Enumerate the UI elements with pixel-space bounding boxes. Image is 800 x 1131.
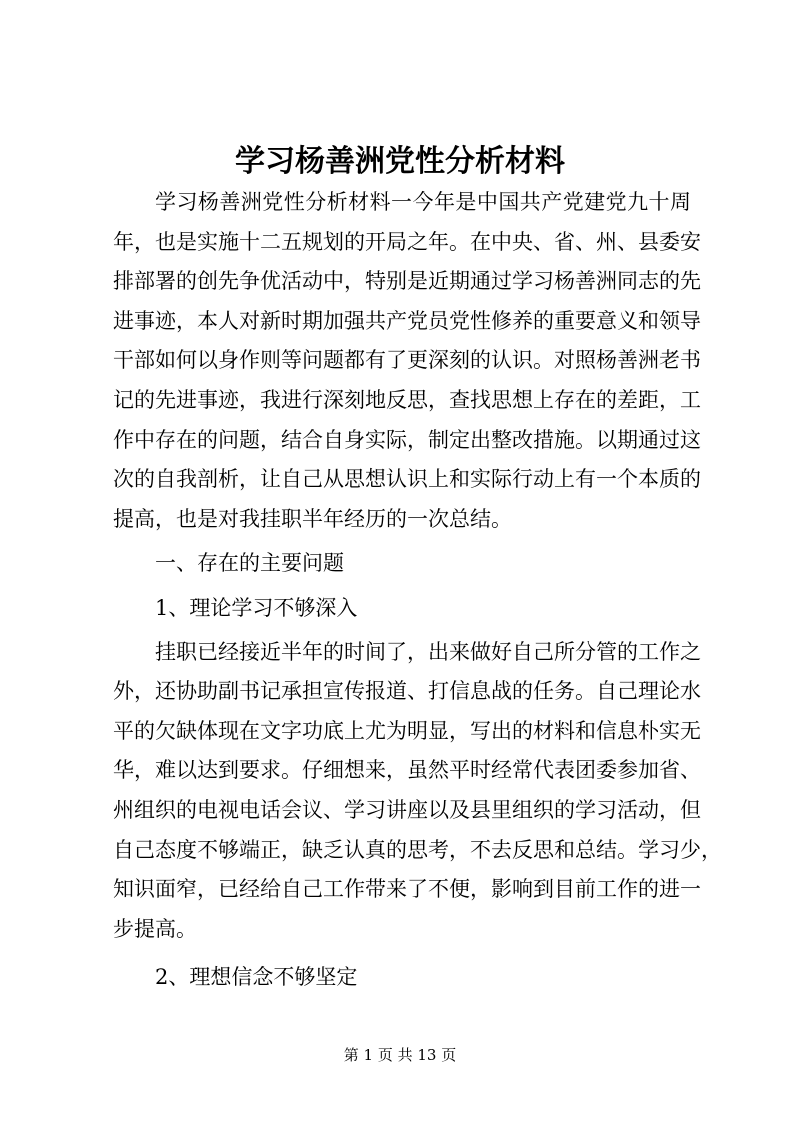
text-line: 排部署的创先争优活动中，特别是近期通过学习杨善洲同志的先 — [113, 269, 701, 294]
text-line: 自己态度不够端正，缺乏认真的思考，不去反思和总结。学习少， — [113, 837, 722, 862]
paragraph-theory-study — [113, 633, 722, 950]
text-line: 年，也是实施十二五规划的开局之年。在中央、省、州、县委安 — [113, 229, 701, 254]
text-line: 作中存在的问题，结合自身实际，制定出整改措施。以期通过这 — [113, 427, 701, 452]
text-line: 学习杨善洲党性分析材料一今年是中国共产党建党九十周 — [155, 190, 691, 214]
text-line: 干部如何以身作则等问题都有了更深刻的认识。对照杨善洲老书 — [113, 348, 701, 373]
text-line: 华，难以达到要求。仔细想来，虽然平时经常代表团委参加省、 — [113, 758, 701, 783]
subsection-heading: 2、理想信念不够坚定 — [155, 965, 358, 990]
document-title: 学习杨善洲党性分析材料 — [235, 144, 565, 179]
text-line: 平的欠缺体现在文字功底上尤为明显，写出的材料和信息朴实无 — [113, 718, 701, 743]
text-line: 记的先进事迹，我进行深刻地反思，查找思想上存在的差距，工 — [113, 387, 701, 412]
document-body — [113, 183, 722, 998]
section-heading: 一、存在的主要问题 — [155, 551, 344, 576]
page-footer: 第 1 页 共 13 页 — [343, 1046, 457, 1064]
text-line: 提高，也是对我挂职半年经历的一次总结。 — [113, 506, 512, 531]
text-line: 知识面窄，已经给自己工作带来了不便，影响到目前工作的进一 — [113, 877, 701, 902]
text-line: 进事迹，本人对新时期加强共产党员党性修养的重要意义和领导 — [113, 308, 701, 333]
text-line: 州组织的电视电话会议、学习讲座以及县里组织的学习活动，但 — [113, 797, 701, 822]
text-line: 步提高。 — [113, 916, 197, 941]
text-line: 次的自我剖析，让自己从思想认识上和实际行动上有一个本质的 — [113, 467, 701, 492]
text-line: 外，还协助副书记承担宣传报道、打信息战的任务。自己理论水 — [113, 679, 701, 704]
subsection-heading: 1、理论学习不够深入 — [155, 595, 358, 620]
text-line: 挂职已经接近半年的时间了，出来做好自己所分管的工作之 — [155, 639, 701, 664]
paragraph-intro — [113, 183, 701, 539]
